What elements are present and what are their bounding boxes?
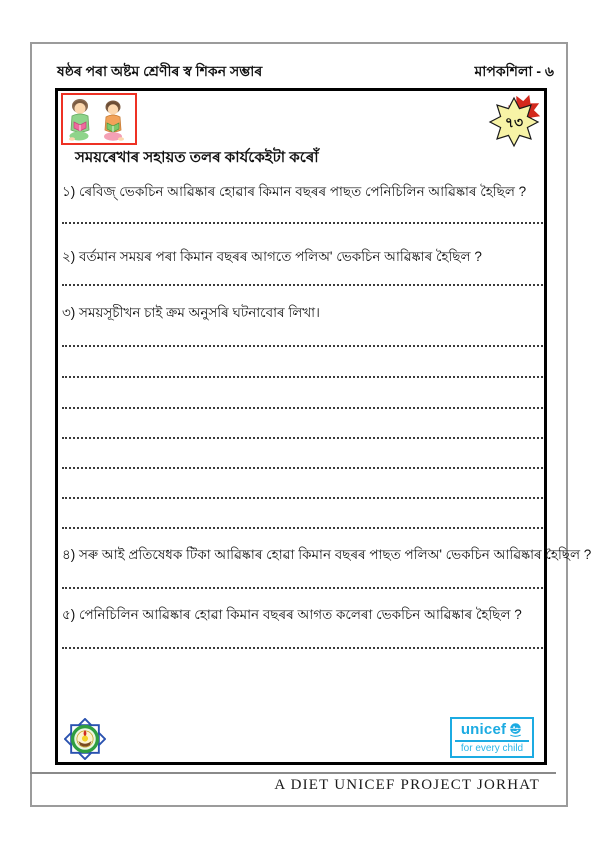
answer-line [62,437,543,439]
question-4: ৪) সৰু আই প্ৰতিষেধক টিকা আৱিষ্কাৰ হোৱা কিমান বছৰৰ পাছত পলিঅ' ভেকচিন আৱিষ্কাৰ হৈছিল ? [62,547,592,562]
question-1: ১) ৰেবিজ্ ভেকচিন আৱিষ্কাৰ হোৱাৰ কিমান বছৰৰ পাছত পেনিচিলিন আৱিষ্কাৰ হৈছিল ? [62,184,527,199]
answer-line [62,345,543,347]
question-3: ৩) সময়সূচীখন চাই ক্ৰম অনুসৰি ঘটনাবোৰ লিখা। [62,305,320,320]
answer-line [62,467,543,469]
unicef-divider [455,740,529,742]
unicef-logo-row [452,719,532,740]
header-title-right: মাপকশিলা - ৬ [474,63,554,79]
question-2: ২) বৰ্তমান সময়ৰ পৰা কিমান বছৰৰ আগতে পলিঅ' ভেকচিন আৱিষ্কাৰ হৈছিল ? [62,249,482,264]
badge-number: ৭৩ [504,114,524,130]
answer-line [62,222,543,224]
children-reading-icon [63,95,135,143]
unicef-wordmark: unicef [460,721,507,738]
answer-line [62,376,543,378]
star-badge-icon [488,94,546,148]
diet-emblem-icon [64,718,106,760]
children-reading-image [61,93,137,145]
answer-line [62,527,543,529]
diet-logo [64,718,106,760]
instruction-text: সময়ৰেখাৰ সহায়ত তলৰ কাৰ্যকেইটা কৰোঁ [75,149,319,166]
unicef-globe-icon [508,722,523,737]
unicef-logo [450,717,534,758]
answer-line [62,647,543,649]
footer-text: A DIET UNICEF PROJECT JORHAT [274,777,540,793]
header-title-left: ষষ্ঠৰ পৰা অষ্টম শ্ৰেণীৰ স্ব শিকন সম্ভাৰ [57,63,263,79]
unicef-tagline: for every child [460,743,524,754]
star-number-badge [488,94,546,148]
answer-line [62,587,543,589]
footer-divider [30,772,556,774]
answer-line [62,497,543,499]
answer-line [62,407,543,409]
answer-line [62,284,543,286]
question-5: ৫) পেনিচিলিন আৱিষ্কাৰ হোৱা কিমান বছৰৰ আগত কলেৰা ভেকচিন আৱিষ্কাৰ হৈছিল ? [62,607,522,622]
